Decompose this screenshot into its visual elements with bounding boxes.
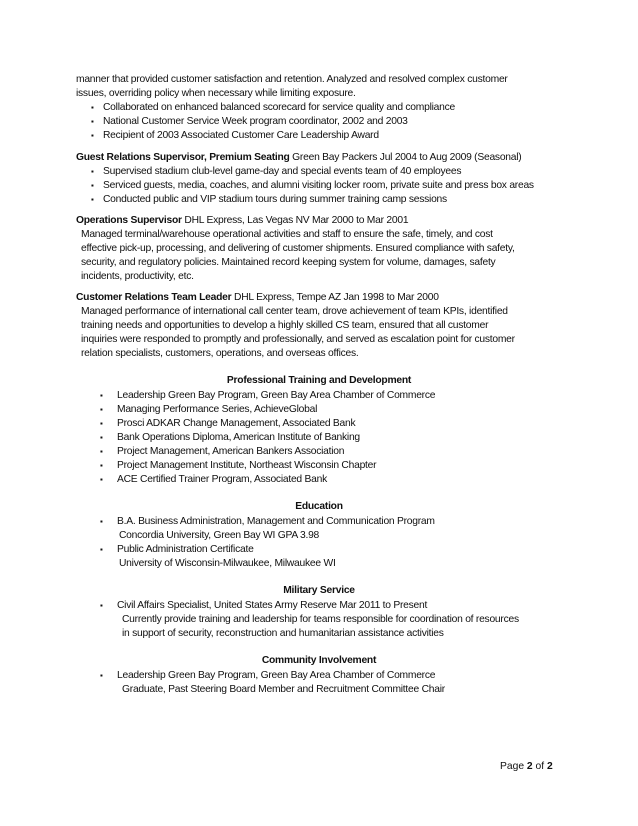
page-number (500, 760, 553, 774)
job-detail: DHL Express, Tempe AZ Jan 1998 to Mar 2000 (231, 292, 439, 303)
job-detail: Green Bay Packers Jul 2004 to Aug 2009 (Seasonal) (289, 152, 522, 163)
job-description-line: inquiries were responded to promptly and professionally, and served as escalation point for customer (81, 334, 515, 345)
bullet-icon: ▪ (91, 131, 94, 140)
list-item-detail: Concordia University, Green Bay WI GPA 3.98 (119, 530, 320, 541)
job-description-line: effective pick-up, processing, and delivering of customer shipments. Ensured compliance with safety, (81, 243, 515, 254)
list-item: Collaborated on enhanced balanced scorecard for service quality and compliance (103, 102, 455, 113)
job-description-line: incidents, productivity, etc. (81, 271, 194, 282)
job-description-line: Managed performance of international call center team, drove achievement of team KPIs, identified (81, 306, 508, 317)
list-item: Recipient of 2003 Associated Customer Care Leadership Award (103, 130, 379, 141)
page-total: 2 (546, 761, 553, 772)
job-detail: DHL Express, Las Vegas NV Mar 2000 to Mar 2001 (181, 215, 409, 226)
bullet-icon: ▪ (100, 391, 103, 400)
section-heading-military: Military Service (283, 585, 355, 596)
list-item: Project Management Institute, Northeast Wisconsin Chapter (117, 460, 377, 471)
list-item: Serviced guests, media, coaches, and alumni visiting locker room, private suite and press box areas (103, 180, 534, 191)
list-item-detail: Graduate, Past Steering Board Member and Recruitment Committee Chair (122, 684, 445, 695)
list-item: B.A. Business Administration, Management and Communication Program (117, 516, 435, 527)
bullet-icon: ▪ (91, 181, 94, 190)
job-header (76, 214, 408, 228)
section-heading-training: Professional Training and Development (226, 375, 412, 386)
bullet-icon: ▪ (100, 601, 103, 610)
job-title: Customer Relations Team Leader (76, 292, 232, 303)
list-item: ACE Certified Trainer Program, Associated Bank (117, 474, 327, 485)
page-current: 2 (526, 761, 533, 772)
list-item: Conducted public and VIP stadium tours during summer training camp sessions (103, 194, 447, 205)
bullet-icon: ▪ (100, 405, 103, 414)
list-item: Leadership Green Bay Program, Green Bay Area Chamber of Commerce (117, 390, 436, 401)
bullet-icon: ▪ (100, 517, 103, 526)
list-item: Supervised stadium club-level game-day and special events team of 40 employees (103, 166, 462, 177)
list-item: Civil Affairs Specialist, United States Army Reserve Mar 2011 to Present (117, 600, 428, 611)
bullet-icon: ▪ (91, 167, 94, 176)
intro-line: issues, overriding policy when necessary while limiting exposure. (76, 88, 356, 99)
bullet-icon: ▪ (100, 419, 103, 428)
bullet-icon: ▪ (100, 433, 103, 442)
list-item: Bank Operations Diploma, American Institute of Banking (117, 432, 360, 443)
list-item: Prosci ADKAR Change Management, Associated Bank (117, 418, 356, 429)
job-title: Guest Relations Supervisor, Premium Seating (76, 152, 290, 163)
job-title: Operations Supervisor (76, 215, 182, 226)
list-item: Leadership Green Bay Program, Green Bay Area Chamber of Commerce (117, 670, 436, 681)
page-label: Page (500, 761, 527, 772)
intro-line: manner that provided customer satisfaction and retention. Analyzed and resolved complex customer (76, 74, 508, 85)
job-header (76, 291, 439, 305)
job-header (76, 151, 521, 165)
job-description-line: training needs and opportunities to develop a highly skilled CS team, ensured that all customer (81, 320, 489, 331)
bullet-icon: ▪ (100, 671, 103, 680)
list-item: National Customer Service Week program coordinator, 2002 and 2003 (103, 116, 408, 127)
bullet-icon: ▪ (91, 103, 94, 112)
bullet-icon: ▪ (91, 195, 94, 204)
section-heading-education: Education (295, 501, 343, 512)
job-description-line: relation specialists, customers, operations, and overseas offices. (81, 348, 359, 359)
bullet-icon: ▪ (100, 461, 103, 470)
bullet-icon: ▪ (100, 545, 103, 554)
bullet-icon: ▪ (100, 475, 103, 484)
job-description-line: Managed terminal/warehouse operational activities and staff to ensure the safe, timely, and cost (81, 229, 493, 240)
list-item: Managing Performance Series, AchieveGlobal (117, 404, 318, 415)
section-heading-community: Community Involvement (261, 655, 377, 666)
list-item-detail: in support of security, reconstruction and humanitarian assistance activities (122, 628, 444, 639)
bullet-icon: ▪ (100, 447, 103, 456)
job-description-line: security, and regulatory policies. Maintained record keeping system for volume, damages, safety (81, 257, 496, 268)
list-item: Project Management, American Bankers Association (117, 446, 345, 457)
page-of-label: of (532, 761, 547, 772)
list-item-detail: Currently provide training and leadership for teams responsible for coordination of resources (122, 614, 519, 625)
bullet-icon: ▪ (91, 117, 94, 126)
list-item: Public Administration Certificate (117, 544, 254, 555)
list-item-detail: University of Wisconsin-Milwaukee, Milwaukee WI (119, 558, 336, 569)
